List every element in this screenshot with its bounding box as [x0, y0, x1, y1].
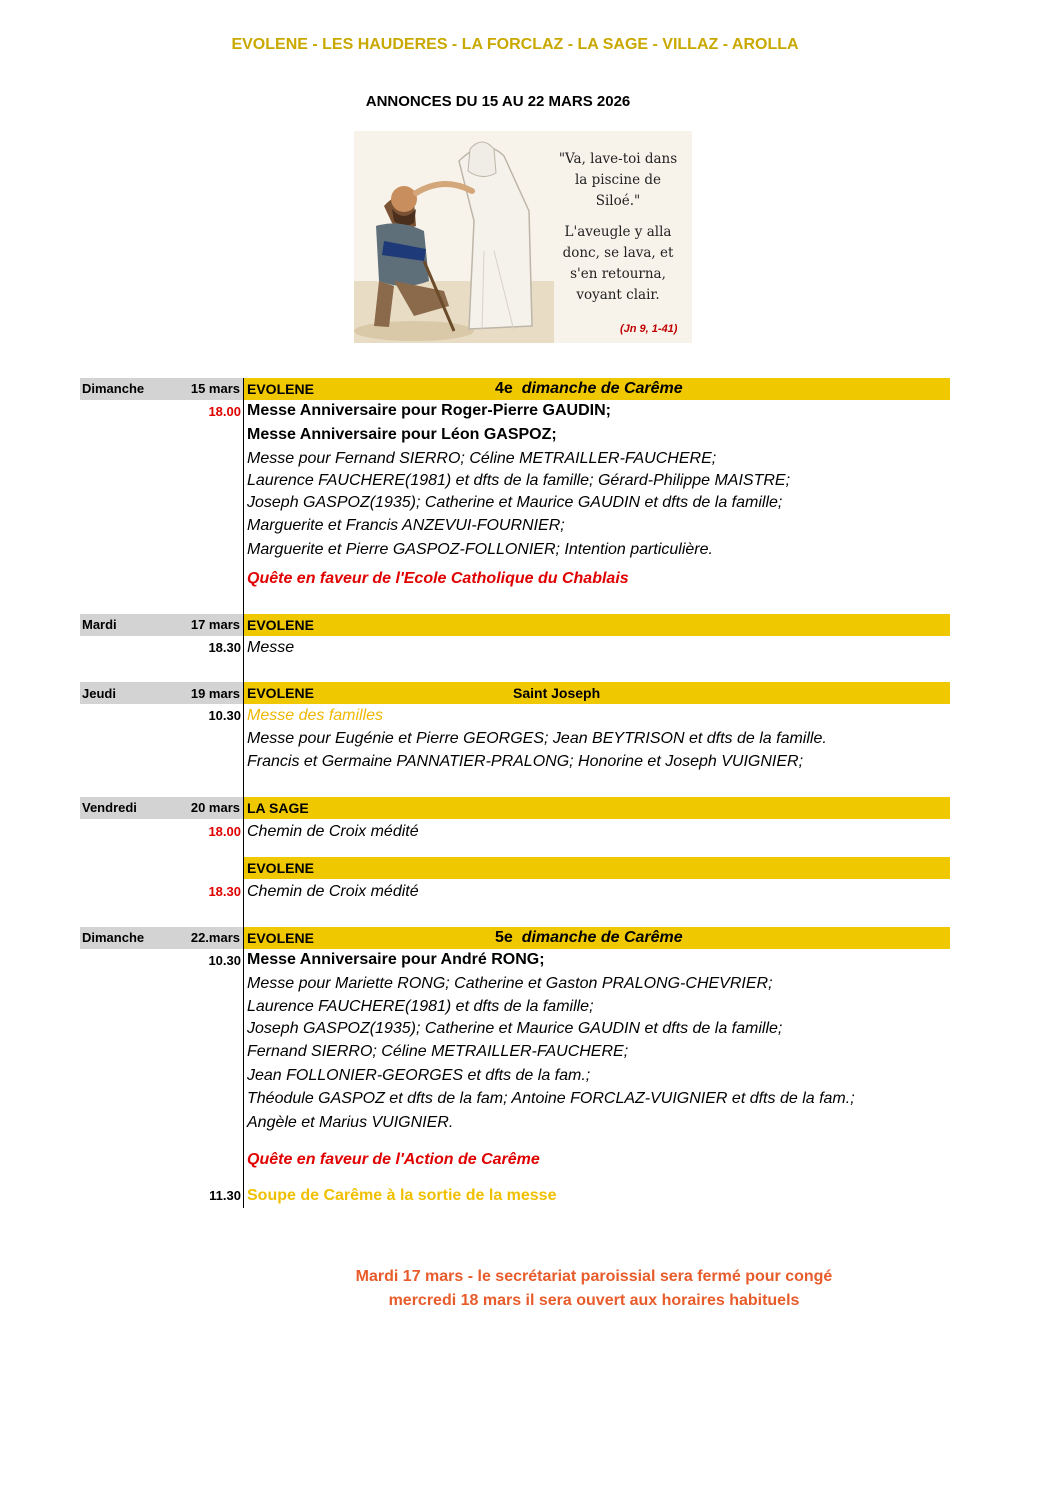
occasion: 5e dimanche de Carême: [495, 929, 683, 946]
day-name: Dimanche: [82, 381, 145, 396]
intention-line: Laurence FAUCHERE(1981) et dfts de la famille; Gérard-Philippe MAISTRE;: [247, 472, 791, 489]
intention-line: Messe pour Mariette RONG; Catherine et Gaston PRALONG-CHEVRIER;: [247, 975, 773, 992]
location-band: [244, 797, 950, 819]
mass-time: 18.30: [208, 640, 241, 655]
day-date: 19 mars: [190, 686, 240, 701]
location-band: [244, 857, 950, 879]
occasion: Saint Joseph: [513, 685, 601, 701]
intention-line: Messe Anniversaire pour Léon GASPOZ;: [247, 426, 557, 443]
quete-notice: Quête en faveur de l'Action de Carême: [247, 1151, 540, 1168]
location-name: EVOLENE: [247, 685, 314, 701]
intention-line: Théodule GASPOZ et dfts de la fam; Antoine FORCLAZ-VUIGNIER et dfts de la fam.;: [247, 1090, 855, 1107]
intention-line: Fernand SIERRO; Céline METRAILLER-FAUCHERE;: [247, 1043, 629, 1060]
day-name: Dimanche: [82, 930, 145, 945]
day-name: Mardi: [82, 617, 117, 632]
footer-notice-line2: mercredi 18 mars il sera ouvert aux horaires habituels: [388, 1292, 800, 1309]
header-title: EVOLENE - LES HAUDERES - LA FORCLAZ - LA SAGE - VILLAZ - AROLLA: [231, 36, 799, 53]
jesus-healing-blind-man-image: [354, 131, 554, 343]
intention-line: Messe des familles: [247, 707, 384, 724]
intention-line: Francis et Germaine PANNATIER-PRALONG; Honorine et Joseph VUIGNIER;: [247, 753, 804, 770]
intention-line: Jean FOLLONIER-GEORGES et dfts de la fam.;: [247, 1067, 591, 1084]
schedule-divider: [243, 378, 244, 1208]
page-subtitle: ANNONCES DU 15 AU 22 MARS 2026: [365, 93, 631, 110]
intention-line: Joseph GASPOZ(1935); Catherine et Maurice GAUDIN et dfts de la famille;: [247, 1020, 783, 1037]
footer-notice-line1: Mardi 17 mars - le secrétariat paroissial sera fermé pour congé: [355, 1268, 833, 1285]
gospel-reference: (Jn 9, 1-41): [620, 323, 678, 335]
mass-time: 10.30: [208, 953, 241, 968]
gospel-quote: "Va, lave-toi dans la piscine de Siloé." L'aveugle y alla donc, se lava, et s'en retourna, voyant clair.: [558, 151, 678, 303]
intention-line: Marguerite et Francis ANZEVUI-FOURNIER;: [247, 517, 565, 534]
day-name: Jeudi: [82, 686, 116, 701]
intention-line: Laurence FAUCHERE(1981) et dfts de la famille;: [247, 998, 594, 1015]
day-date: 17 mars: [190, 617, 240, 632]
intention-line: Messe pour Fernand SIERRO; Céline METRAILLER-FAUCHERE;: [247, 450, 717, 467]
intention-line: Chemin de Croix médité: [247, 883, 419, 900]
mass-time: 18.00: [208, 404, 241, 419]
mass-time: 11.30: [209, 1188, 241, 1203]
day-date: 22.mars: [190, 930, 240, 945]
location-name: LA SAGE: [247, 800, 309, 816]
day-date: 20 mars: [190, 800, 240, 815]
mass-time: 18.30: [208, 884, 241, 899]
intention-line: Marguerite et Pierre GASPOZ-FOLLONIER; Intention particulière.: [247, 541, 713, 558]
quete-notice: Quête en faveur de l'Ecole Catholique du Chablais: [247, 570, 629, 587]
intention-line: Messe Anniversaire pour Roger-Pierre GAUDIN;: [247, 402, 611, 419]
location-name: EVOLENE: [247, 381, 314, 397]
gospel-illustration: [354, 131, 692, 343]
intention-line: Angèle et Marius VUIGNIER.: [247, 1114, 454, 1131]
intention-line: Chemin de Croix médité: [247, 823, 419, 840]
intention-line: Messe pour Eugénie et Pierre GEORGES; Jean BEYTRISON et dfts de la famille.: [247, 730, 827, 747]
intention-line: Messe Anniversaire pour André RONG;: [247, 951, 545, 968]
location-band: [244, 614, 950, 636]
mass-time: 18.00: [208, 824, 241, 839]
day-date: 15 mars: [190, 381, 240, 396]
location-name: EVOLENE: [247, 860, 314, 876]
intention-line: Joseph GASPOZ(1935); Catherine et Maurice GAUDIN et dfts de la famille;: [247, 494, 783, 511]
location-name: EVOLENE: [247, 930, 314, 946]
occasion: 4e dimanche de Carême: [495, 380, 683, 397]
mass-time: 10.30: [208, 708, 241, 723]
soupe-notice: Soupe de Carême à la sortie de la messe: [247, 1187, 557, 1204]
location-name: EVOLENE: [247, 617, 314, 633]
day-name: Vendredi: [82, 800, 137, 815]
intention-line: Messe: [247, 639, 295, 656]
